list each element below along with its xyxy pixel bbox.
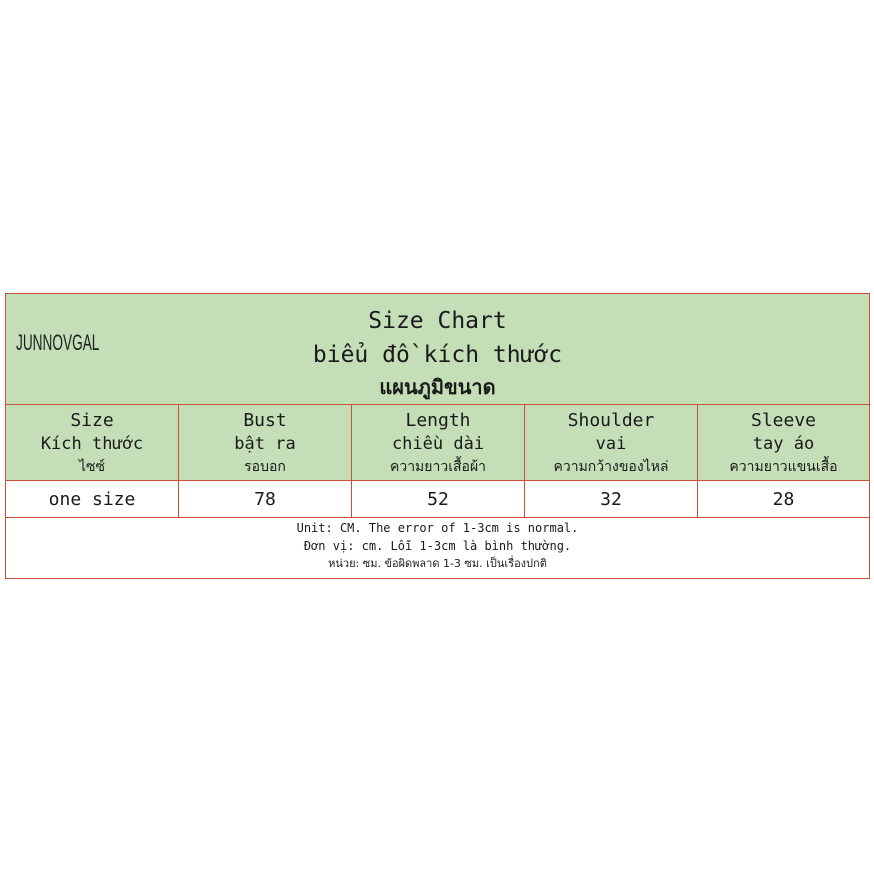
cell-length: 52 <box>352 481 525 517</box>
measurement-notes <box>6 519 869 573</box>
header-size <box>6 405 179 480</box>
header-label-th: ไซซ์ <box>78 459 106 475</box>
header-label-vi: vai <box>595 434 627 454</box>
header-label-en: Shoulder <box>567 410 655 431</box>
title-th: แผนภูมิขนาด <box>379 375 496 399</box>
note-th: หน่วย: ซม. ข้อผิดพลาด 1-3 ซม. เป็นเรื่องปกติ <box>328 557 547 570</box>
table-row <box>6 481 869 518</box>
cell-size: one size <box>6 481 179 517</box>
column-headers <box>6 405 869 481</box>
header-bust <box>179 405 352 480</box>
header-label-en: Size <box>70 410 114 431</box>
header-label-th: ความยาวเสื้อผ้า <box>389 459 487 475</box>
cell-bust: 78 <box>179 481 352 517</box>
cell-shoulder: 32 <box>525 481 698 517</box>
cell-sleeve: 28 <box>772 489 795 510</box>
header-label-vi: chiều dài <box>391 434 485 454</box>
header-label-en: Length <box>405 410 471 431</box>
header-label-th: ความยาวแขนเสื้อ <box>729 459 838 475</box>
header-sleeve <box>698 405 869 480</box>
header-length <box>352 405 525 480</box>
note-vi: Đơn vị: cm. Lỗi 1-3cm là bình thường. <box>303 539 572 553</box>
header-label-th: ความกว้างของไหล่ <box>553 459 669 475</box>
chart-header <box>6 294 869 405</box>
header-shoulder <box>525 405 698 480</box>
header-label-vi: Kích thước <box>40 434 144 454</box>
header-label-vi: bật ra <box>234 434 296 454</box>
size-chart <box>5 293 870 579</box>
chart-title <box>206 304 669 402</box>
note-en: Unit: CM. The error of 1-3cm is normal. <box>296 521 579 535</box>
header-label-en: Bust <box>243 410 287 431</box>
title-en: Size Chart <box>368 308 507 334</box>
header-label-th: รอบอก <box>244 459 286 475</box>
header-label-vi: tay áo <box>752 434 815 454</box>
header-label-en: Sleeve <box>750 410 817 431</box>
brand-logo: JUNNOVGAL <box>16 330 100 355</box>
title-vi: biểu đồ kích thước <box>312 342 563 368</box>
